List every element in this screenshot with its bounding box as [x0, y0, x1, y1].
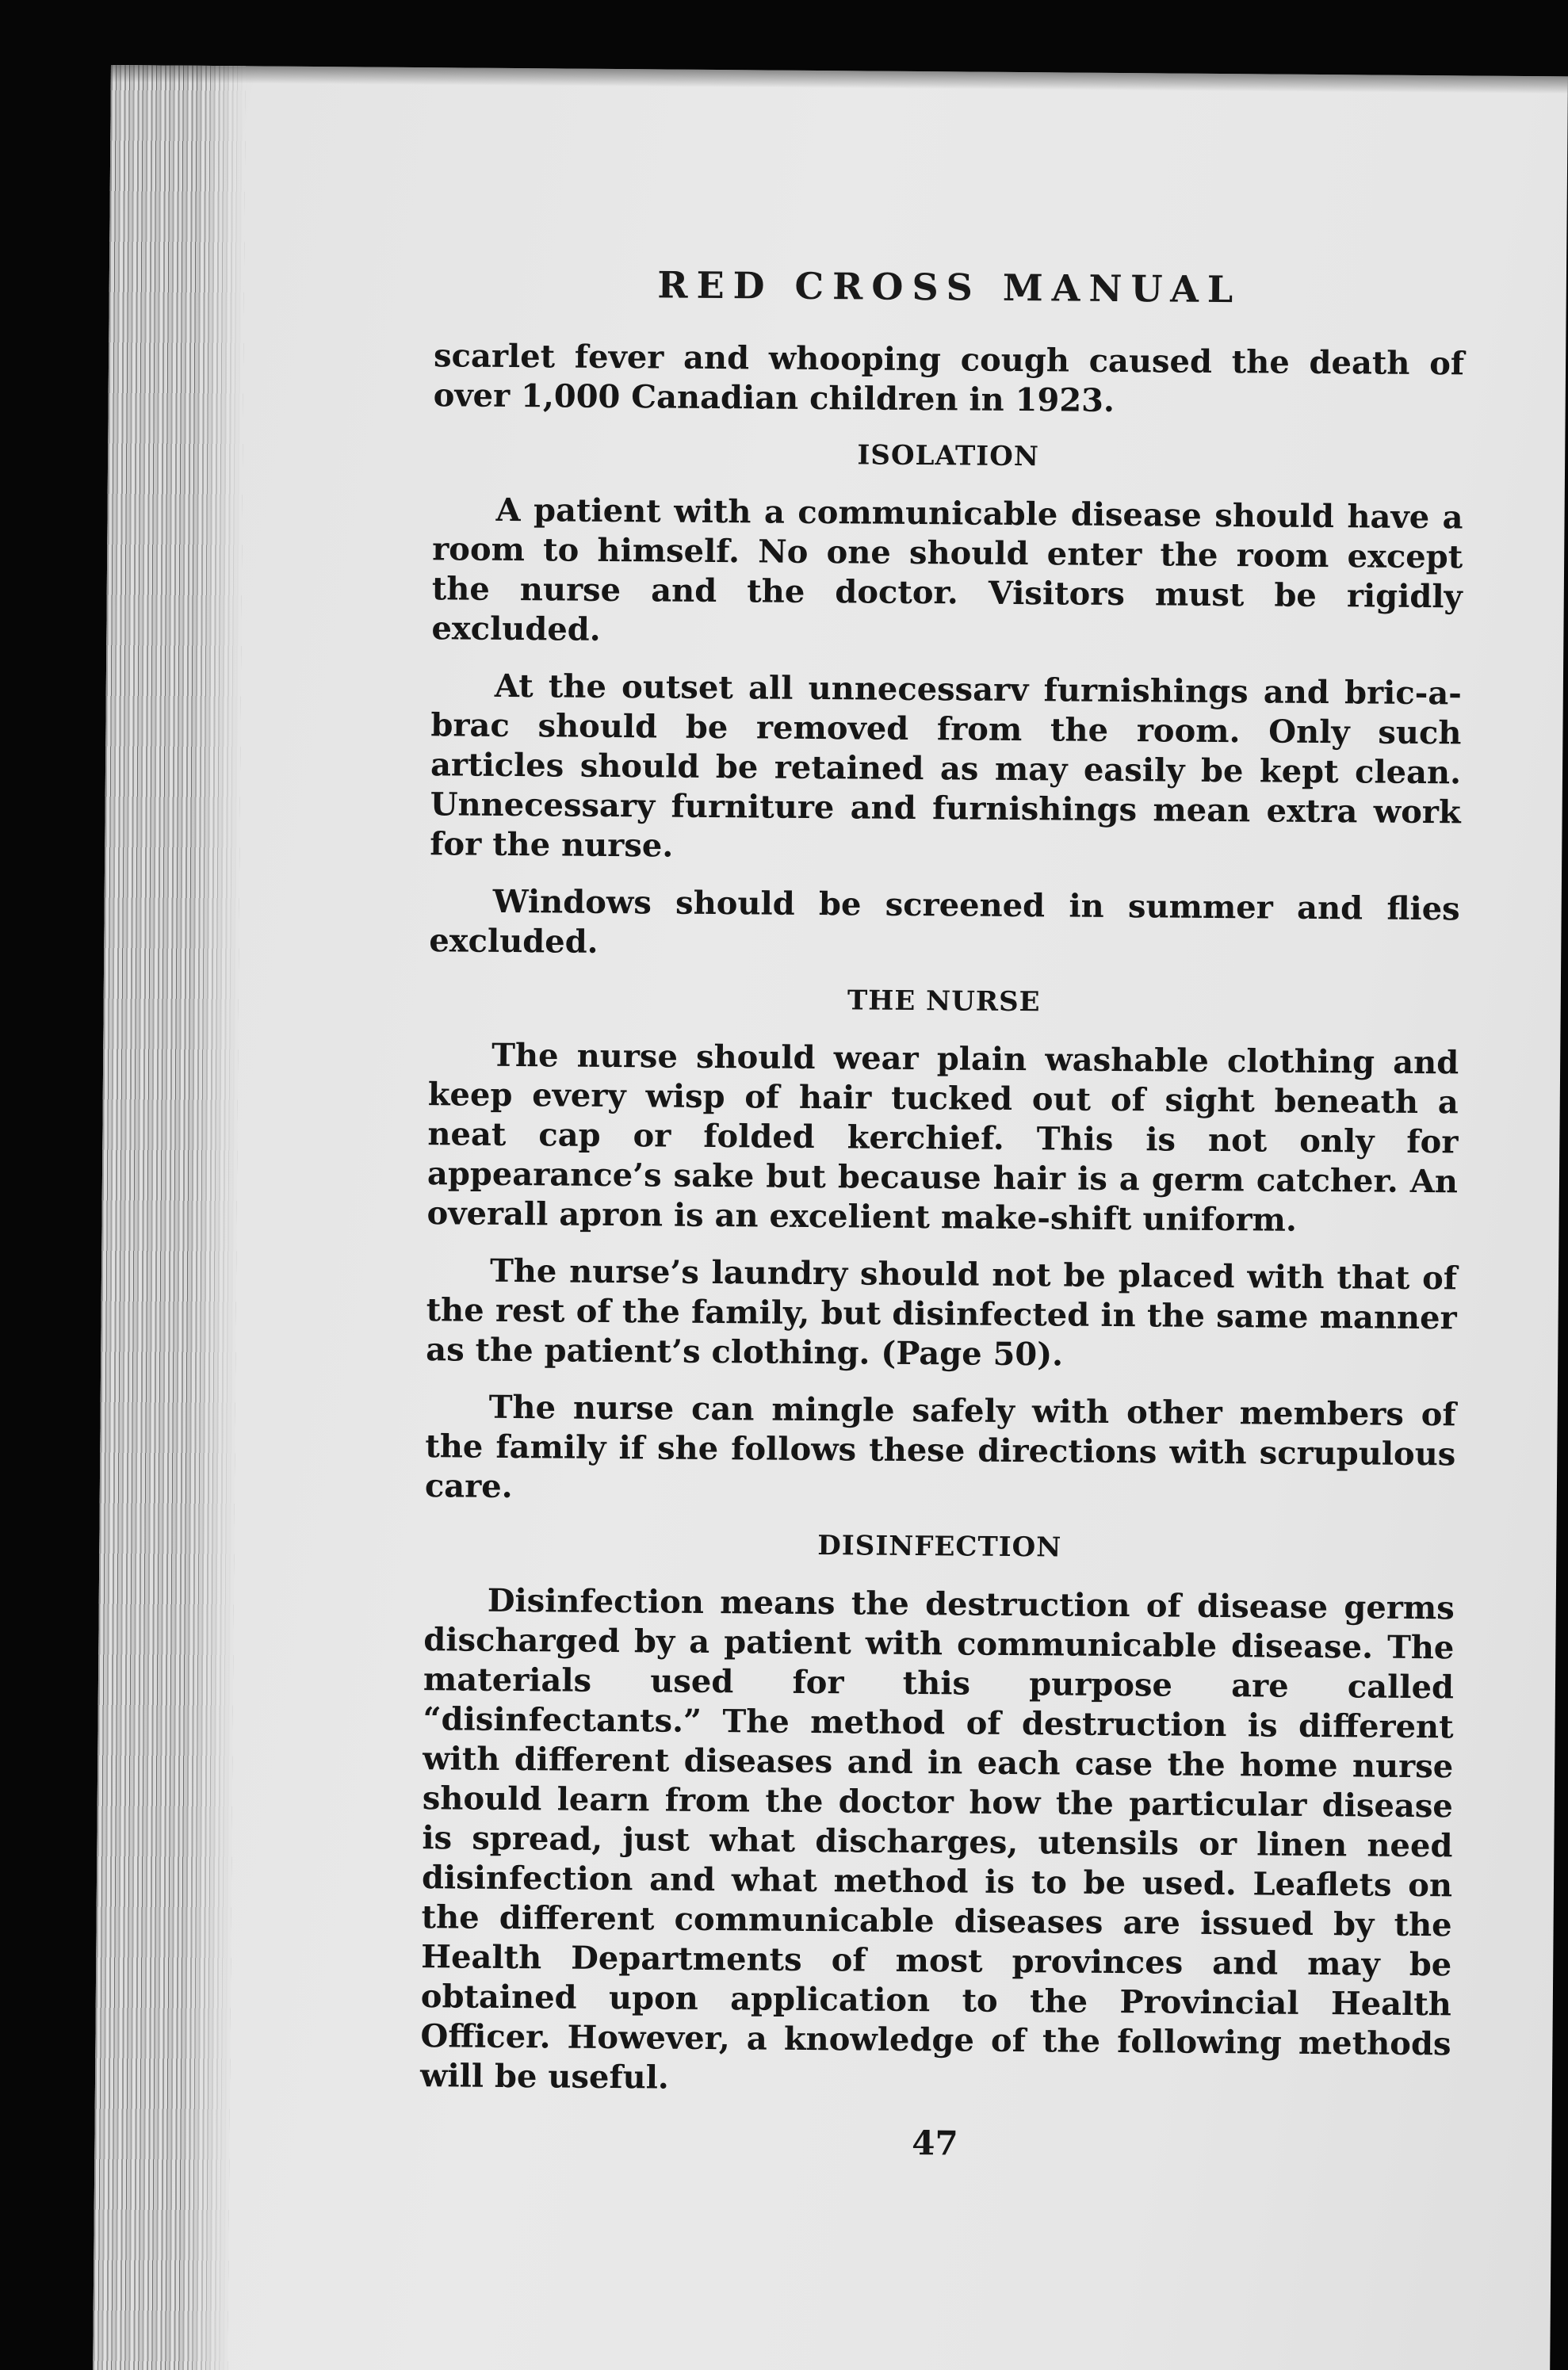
paragraph-nurse-laundry: The nurse’s laundry should not be placed with that of the rest of the family, but disinfected in the same manner as the patient’s clothing. (Page 50).	[426, 1252, 1458, 1374]
paragraph-isolation-room: A patient with a communicable disease should have a room to himself. No one should enter the room except the nurse and the doctor. Visitors must be rigidly excluded.	[431, 491, 1463, 648]
page-number: 47	[912, 2123, 958, 2163]
section-heading-nurse: THE NURSE	[847, 984, 1041, 1019]
paragraph-nurse-mingle: The nurse can mingle safely with other members of the family if she follows these directions with scrupulous care.	[424, 1388, 1456, 1506]
running-head: RED CROSS MANUAL	[657, 263, 1242, 312]
paragraph-isolation-windows: Windows should be screened in summer and flies excluded.	[429, 882, 1460, 961]
book-page	[93, 65, 1568, 2370]
section-heading-isolation: ISOLATION	[857, 439, 1040, 473]
paragraph-nurse-clothing: The nurse should wear plain washable clothing and keep every wisp of hair tucked out of sight beneath a neat cap or folded kerchief. This is not only for appearance’s sake but because hair is a germ catcher. An overall apron is an excelient make-shift uniform.	[426, 1036, 1459, 1239]
top-edge-shadow	[111, 65, 1568, 94]
paragraph-disinfection: Disinfection means the destruction of disease germs discharged by a patient with communicable disease. The materials used for this purpose are called “disinfectants.” The method of destruction is different with different diseases and in each case the home nurse should learn from the doctor how the particular disease is spread, just what discharges, utensils or linen need disinfection and what method is to be used. Leaflets on the different communicable diseases are issued by the Health Departments of most provinces and may be obtained upon application to the Provincial Health Officer. However, a knowledge of the following methods will be useful.	[419, 1581, 1455, 2097]
paragraph-continuation: scarlet fever and whooping cough caused the death of over 1,000 Canadian children in 1923.	[433, 337, 1465, 419]
text-block	[419, 262, 1465, 2166]
page-edges	[93, 65, 246, 2370]
section-heading-disinfection: DISINFECTION	[817, 1530, 1062, 1564]
paragraph-isolation-furnishings: At the outset all unnecessarv furnishings and bric-a-brac should be removed from the room. Only such articles should be retained as may easily be kept clean. Unnecessary furniture and furnishings mean extra work for the nurse.	[430, 667, 1463, 865]
